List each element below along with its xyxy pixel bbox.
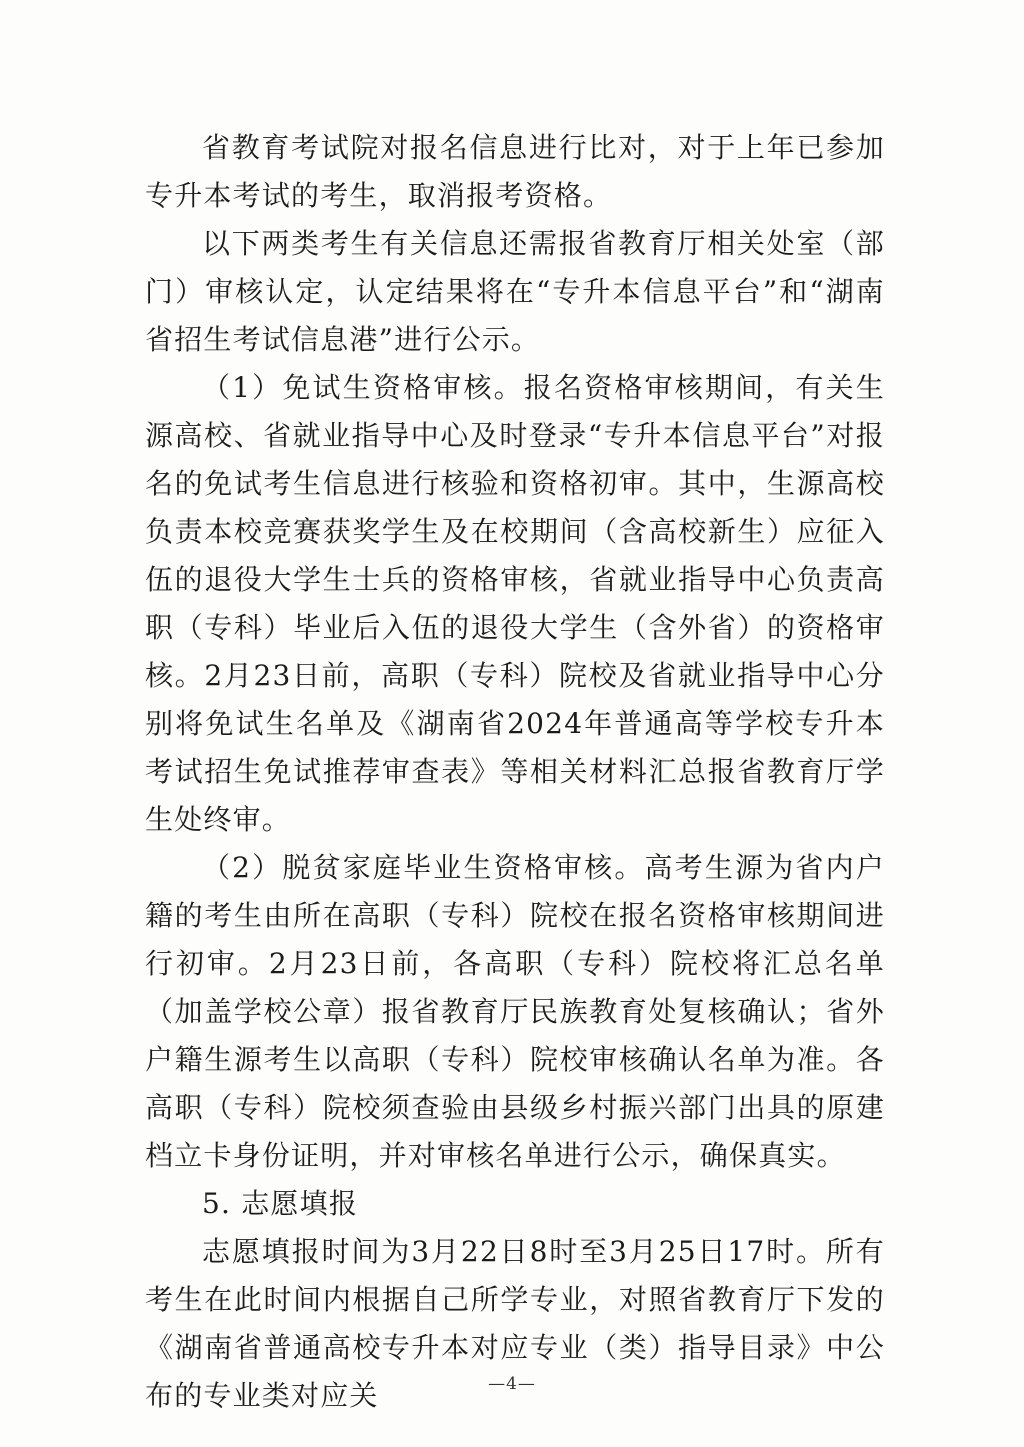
paragraph-application-time: 志愿填报时间为3月22日8时至3月25日17时。所有考生在此时间内根据自己所学专业，对照省教育厅下发的《湖南省普通高校专升本对应专业（类）指导目录》中公布的专业类对应关 [145, 1235, 885, 1412]
paragraph-exemption-review: （1）免试生资格审核。报名资格审核期间，有关生源高校、省就业指导中心及时登录“专升本信息平台”对报名的免试考生信息进行核验和资格初审。其中，生源高校负责本校竞赛获奖学生及在校期间（含高校新生）应征入伍的退役大学生士兵的资格审核，省就业指导中心负责高职（专科）毕业后入伍的退役大学生（含外省）的资格审核。2月23日前，高职（专科）院校及省就业指导中心分别将免试生名单及《湖南省2024年普通高等学校专升本考试招生免试推荐审查表》等相关材料汇总报省教育厅学生处终审。 [145, 371, 885, 836]
section-heading: 5. 志愿填报 [202, 1187, 359, 1220]
page-number: —4— [488, 1374, 536, 1394]
document-body [145, 124, 885, 1420]
paragraph-comparison: 省教育考试院对报名信息进行比对，对于上年已参加专升本考试的考生，取消报考资格。 [145, 131, 885, 212]
paragraph-poverty-family-review: （2）脱贫家庭毕业生资格审核。高考生源为省内户籍的考生由所在高职（专科）院校在报名资格审核期间进行初审。2月23日前，各高职（专科）院校将汇总名单（加盖学校公章）报省教育厅民族教育处复核确认；省外户籍生源考生以高职（专科）院校审核确认名单为准。各高职（专科）院校须查验由县级乡村振兴部门出具的原建档立卡身份证明，并对审核名单进行公示，确保真实。 [145, 851, 885, 1172]
paragraph-review-categories: 以下两类考生有关信息还需报省教育厅相关处室（部门）审核认定，认定结果将在“专升本信息平台”和“湖南省招生考试信息港”进行公示。 [145, 227, 885, 356]
